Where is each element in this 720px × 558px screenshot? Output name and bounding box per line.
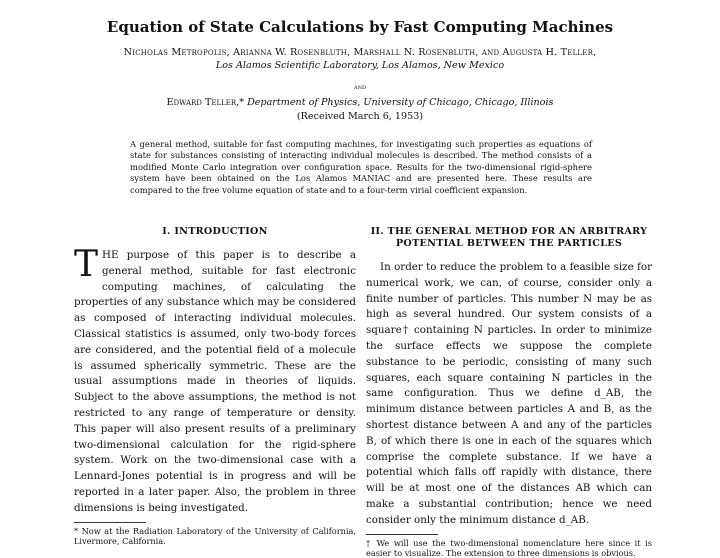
second-author-affiliation: Department of Physics, University of Chicago, Chicago, Illinois: [247, 97, 554, 108]
received-date: (Received March 6, 1953): [296, 111, 424, 122]
and-separator: and: [354, 82, 366, 91]
paper-title: Equation of State Calculations by Fast Computing Machines: [106, 18, 614, 36]
left-column: [74, 226, 356, 546]
intro-body: HE purpose of this paper is to describe a general method, suitable for fast electronic computing machines, of calculating the properties of any substance which may be considered as composed of interacting individual molecules. Classical statistics is assumed, only two-body forces are considered, and the potential field of a molecule is assumed spherically symmetric. These are the usual assumptions made in theories of liquids. Subject to the above assumptions, the method is not restricted to any range of temperature or density. This paper will also present results of a preliminary two-dimensional calculation for the rigid-sphere system. Work on the two-dimensional case with a Lennard-Jones potential is in progress and will be reported in a later paper. Also, the problem in three dimensions is being investigated.: [74, 249, 356, 514]
section-2-heading: II. THE GENERAL METHOD FOR AN ARBITRARY POTENTIAL BETWEEN THE PARTICLES: [370, 226, 648, 249]
second-author-name: Edward Teller,*: [166, 97, 244, 108]
footnote-rule: [74, 522, 146, 523]
affiliation-los-alamos: Los Alamos Scientific Laboratory, Los Alamos, New Mexico: [215, 60, 505, 71]
second-author-line: [0, 97, 720, 108]
right-column: [366, 226, 652, 558]
footnote-right: † We will use the two-dimensional nomenclature here since it is easier to visualize. The extension to three dimensions is obvious.: [366, 537, 652, 558]
intro-paragraph: [74, 244, 356, 517]
author-list: Nicholas Metropolis, Arianna W. Rosenbluth, Marshall N. Rosenbluth, and Augusta H. Teller,: [123, 47, 597, 58]
abstract: A general method, suitable for fast computing machines, for investigating such properties as equations of state for substances consisting of interacting individual molecules is described. The method consists of a modified Monte Carlo integration over configuration space. Results for the two-dimensional rigid-sphere system have been obtained on the Los Alamos MANIAC and are presented here. These results are compared to the free volume equation of state and to a four-term virial coefficient expansion.: [130, 139, 592, 195]
section-1-heading: I. INTRODUCTION: [162, 226, 268, 237]
footnote-left: * Now at the Radiation Laboratory of the University of California, Livermore, California.: [74, 525, 356, 546]
method-paragraph: In order to reduce the problem to a feasible size for numerical work, we can, of course, consider only a finite number of particles. This number N may be as high as several hundred. Our system consists of a square† containing N particles. In order to minimize the surface effects we suppose the complete substance to be periodic, consisting of many such squares, each square containing N particles in the same configuration. Thus we define d_AB, the minimum distance between particles A and B, as the shortest distance between A and any of the particles B, of which there is one in each of the squares which comprise the complete substance. If we have a potential which falls off rapidly with distance, there will be at most one of the distances AB which can make a substantial contribution; hence we need consider only the minimum distance d_AB.: [366, 261, 652, 526]
drop-cap: T: [74, 244, 99, 285]
footnote-rule-right: [366, 534, 438, 535]
